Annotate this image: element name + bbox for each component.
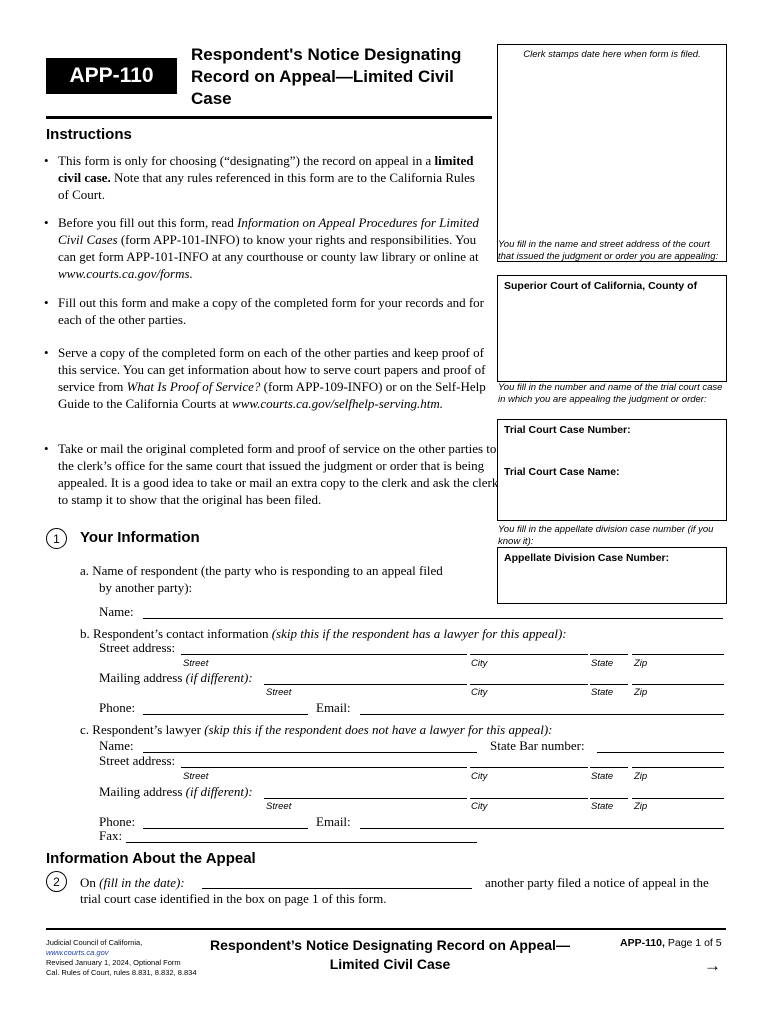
notice-date-field[interactable] bbox=[202, 888, 472, 889]
email-label: Email: bbox=[316, 700, 351, 715]
lawyer-phone-field[interactable] bbox=[143, 828, 308, 829]
notice-date-line2: trial court case identified in the box on page 1 of this form. bbox=[80, 891, 387, 906]
phone-label: Phone: bbox=[99, 700, 136, 715]
trial-case-box[interactable] bbox=[497, 419, 727, 521]
mailing-address-label: Mailing address (if different): bbox=[99, 670, 253, 685]
lawyer-mailing-city-field[interactable] bbox=[470, 798, 588, 799]
court-label: Superior Court of California, County of bbox=[504, 280, 698, 292]
name-label: Name: bbox=[99, 604, 134, 619]
respondent-state-field[interactable] bbox=[590, 654, 628, 655]
footer-publisher: Judicial Council of California, www.courts.ca.gov Revised January 1, 2024, Optional Form Cal. Rules of Court, rules 8.831, 8.832, 8.834 bbox=[46, 938, 197, 977]
lawyer-fax-field[interactable] bbox=[126, 842, 477, 843]
lawyer-city-field[interactable] bbox=[470, 767, 588, 768]
caption-state: State bbox=[591, 658, 614, 669]
state-bar-label: State Bar number: bbox=[490, 738, 585, 753]
lawyer-email-label: Email: bbox=[316, 814, 351, 829]
respondent-email-field[interactable] bbox=[360, 714, 724, 715]
caption-city: City bbox=[471, 771, 488, 782]
appeal-info-heading: Information About the Appeal bbox=[46, 850, 256, 867]
next-page-arrow-icon[interactable]: → bbox=[704, 956, 721, 975]
caption-state: State bbox=[591, 801, 614, 812]
caption-street: Street bbox=[266, 687, 292, 698]
lawyer-name-field[interactable] bbox=[143, 752, 477, 753]
title-divider bbox=[46, 116, 492, 119]
lawyer-name-label: Name: bbox=[99, 738, 134, 753]
street-address-label: Street address: bbox=[99, 640, 176, 655]
respondent-mailing-zip-field[interactable] bbox=[632, 684, 724, 685]
respondent-phone-field[interactable] bbox=[143, 714, 308, 715]
form-title: Respondent's Notice Designating Record on Appeal—Limited Civil Case bbox=[191, 45, 462, 108]
caption-zip: Zip bbox=[634, 658, 648, 669]
notice-date-prompt: On (fill in the date): bbox=[80, 875, 185, 890]
court-note: You fill in the name and street address of the court that issued the judgment or order you are appealing: bbox=[498, 239, 719, 262]
lawyer-mailing-street-field[interactable] bbox=[264, 798, 467, 799]
lawyer-mailing-label: Mailing address (if different): bbox=[99, 784, 253, 799]
notice-date-continuation: another party filed a notice of appeal in the bbox=[485, 875, 709, 890]
lawyer-mailing-state-field[interactable] bbox=[590, 798, 628, 799]
page-number: APP-110, Page 1 of 5 bbox=[620, 937, 722, 949]
lawyer-state-field[interactable] bbox=[590, 767, 628, 768]
instruction-1: • This form is only for choosing (“designating”) the record on appeal in a limited civil case. Note that any rules referenced in this form are to the California Rules of Court. bbox=[44, 152, 488, 203]
instruction-3: • Fill out this form and make a copy of the completed form for your records and for each of the other parties. bbox=[44, 294, 488, 328]
respondent-street-field[interactable] bbox=[181, 654, 467, 655]
caption-street: Street bbox=[266, 801, 292, 812]
caption-state: State bbox=[591, 771, 614, 782]
footer-title: Respondent’s Notice Designating Record on Appeal— Limited Civil Case bbox=[210, 937, 570, 972]
section-1-heading: Your Information bbox=[80, 529, 200, 546]
case-note: You fill in the number and name of the trial court case in which you are appealing the judgment or order: bbox=[498, 382, 723, 405]
caption-city: City bbox=[471, 801, 488, 812]
lawyer-mailing-zip-field[interactable] bbox=[632, 798, 724, 799]
lawyer-zip-field[interactable] bbox=[632, 767, 724, 768]
respondent-mailing-street-field[interactable] bbox=[264, 684, 467, 685]
respondent-city-field[interactable] bbox=[470, 654, 588, 655]
instructions-heading: Instructions bbox=[46, 126, 132, 143]
respondent-name-prompt: a. Name of respondent (the party who is responding to an appeal filed by another party): bbox=[80, 563, 443, 595]
state-bar-field[interactable] bbox=[597, 752, 724, 753]
lawyer-street-field[interactable] bbox=[181, 767, 467, 768]
respondent-zip-field[interactable] bbox=[632, 654, 724, 655]
court-name-box[interactable] bbox=[497, 275, 727, 382]
respondent-mailing-state-field[interactable] bbox=[590, 684, 628, 685]
appellate-case-box[interactable] bbox=[497, 547, 727, 604]
contact-info-prompt: b. Respondent’s contact information (skip this if the respondent has a lawyer for this appeal): bbox=[80, 626, 567, 641]
caption-zip: Zip bbox=[634, 771, 648, 782]
case-number-label: Trial Court Case Number: bbox=[504, 424, 631, 436]
section-2-number: 2 bbox=[46, 871, 67, 892]
lawyer-prompt: c. Respondent’s lawyer (skip this if the respondent does not have a lawyer for this appeal): bbox=[80, 722, 553, 737]
caption-street: Street bbox=[183, 658, 209, 669]
clerk-stamp-label: Clerk stamps date here when form is filed. bbox=[523, 49, 701, 60]
section-1-number: 1 bbox=[46, 528, 67, 549]
case-name-label: Trial Court Case Name: bbox=[504, 466, 620, 478]
caption-street: Street bbox=[183, 771, 209, 782]
appellate-label: Appellate Division Case Number: bbox=[504, 552, 670, 564]
form-code-badge: APP-110 bbox=[46, 58, 177, 94]
lawyer-email-field[interactable] bbox=[360, 828, 724, 829]
appellate-note: You fill in the appellate division case number (if you know it): bbox=[498, 524, 714, 547]
instruction-2: • Before you fill out this form, read Information on Appeal Procedures for Limited Civil Cases (form APP-101-INFO) to know your rights and responsibilities. You can get form APP-101-INFO at any courthouse or county law library or online at www.courts.ca.gov/forms. bbox=[44, 214, 488, 282]
clerk-stamp-box[interactable] bbox=[497, 44, 727, 262]
caption-zip: Zip bbox=[634, 687, 648, 698]
instruction-4: • Serve a copy of the completed form on each of the other parties and keep proof of this service. You can get information about how to serve court papers and proof of service from What Is Proof of Service? (form APP-109-INFO) or on the Self-Help Guide to the California Courts at www.courts.ca.gov/selfhelp-serving.htm. bbox=[44, 344, 488, 412]
instruction-5: • Take or mail the original completed form and proof of service on the other parties to the clerk’s office for the same court that issued the judgment or order that is being appealed. It is a good idea to take or mail an extra copy to the clerk and ask the clerk to stamp it to show that the original has been filed. bbox=[44, 440, 504, 508]
caption-state: State bbox=[591, 687, 614, 698]
fax-label: Fax: bbox=[99, 828, 123, 843]
lawyer-street-label: Street address: bbox=[99, 753, 176, 768]
courts-link[interactable]: www.courts.ca.gov bbox=[46, 948, 109, 957]
caption-city: City bbox=[471, 658, 488, 669]
lawyer-phone-label: Phone: bbox=[99, 814, 136, 829]
footer-divider bbox=[46, 928, 726, 930]
caption-city: City bbox=[471, 687, 488, 698]
respondent-mailing-city-field[interactable] bbox=[470, 684, 588, 685]
caption-zip: Zip bbox=[634, 801, 648, 812]
respondent-name-field[interactable] bbox=[143, 618, 723, 619]
